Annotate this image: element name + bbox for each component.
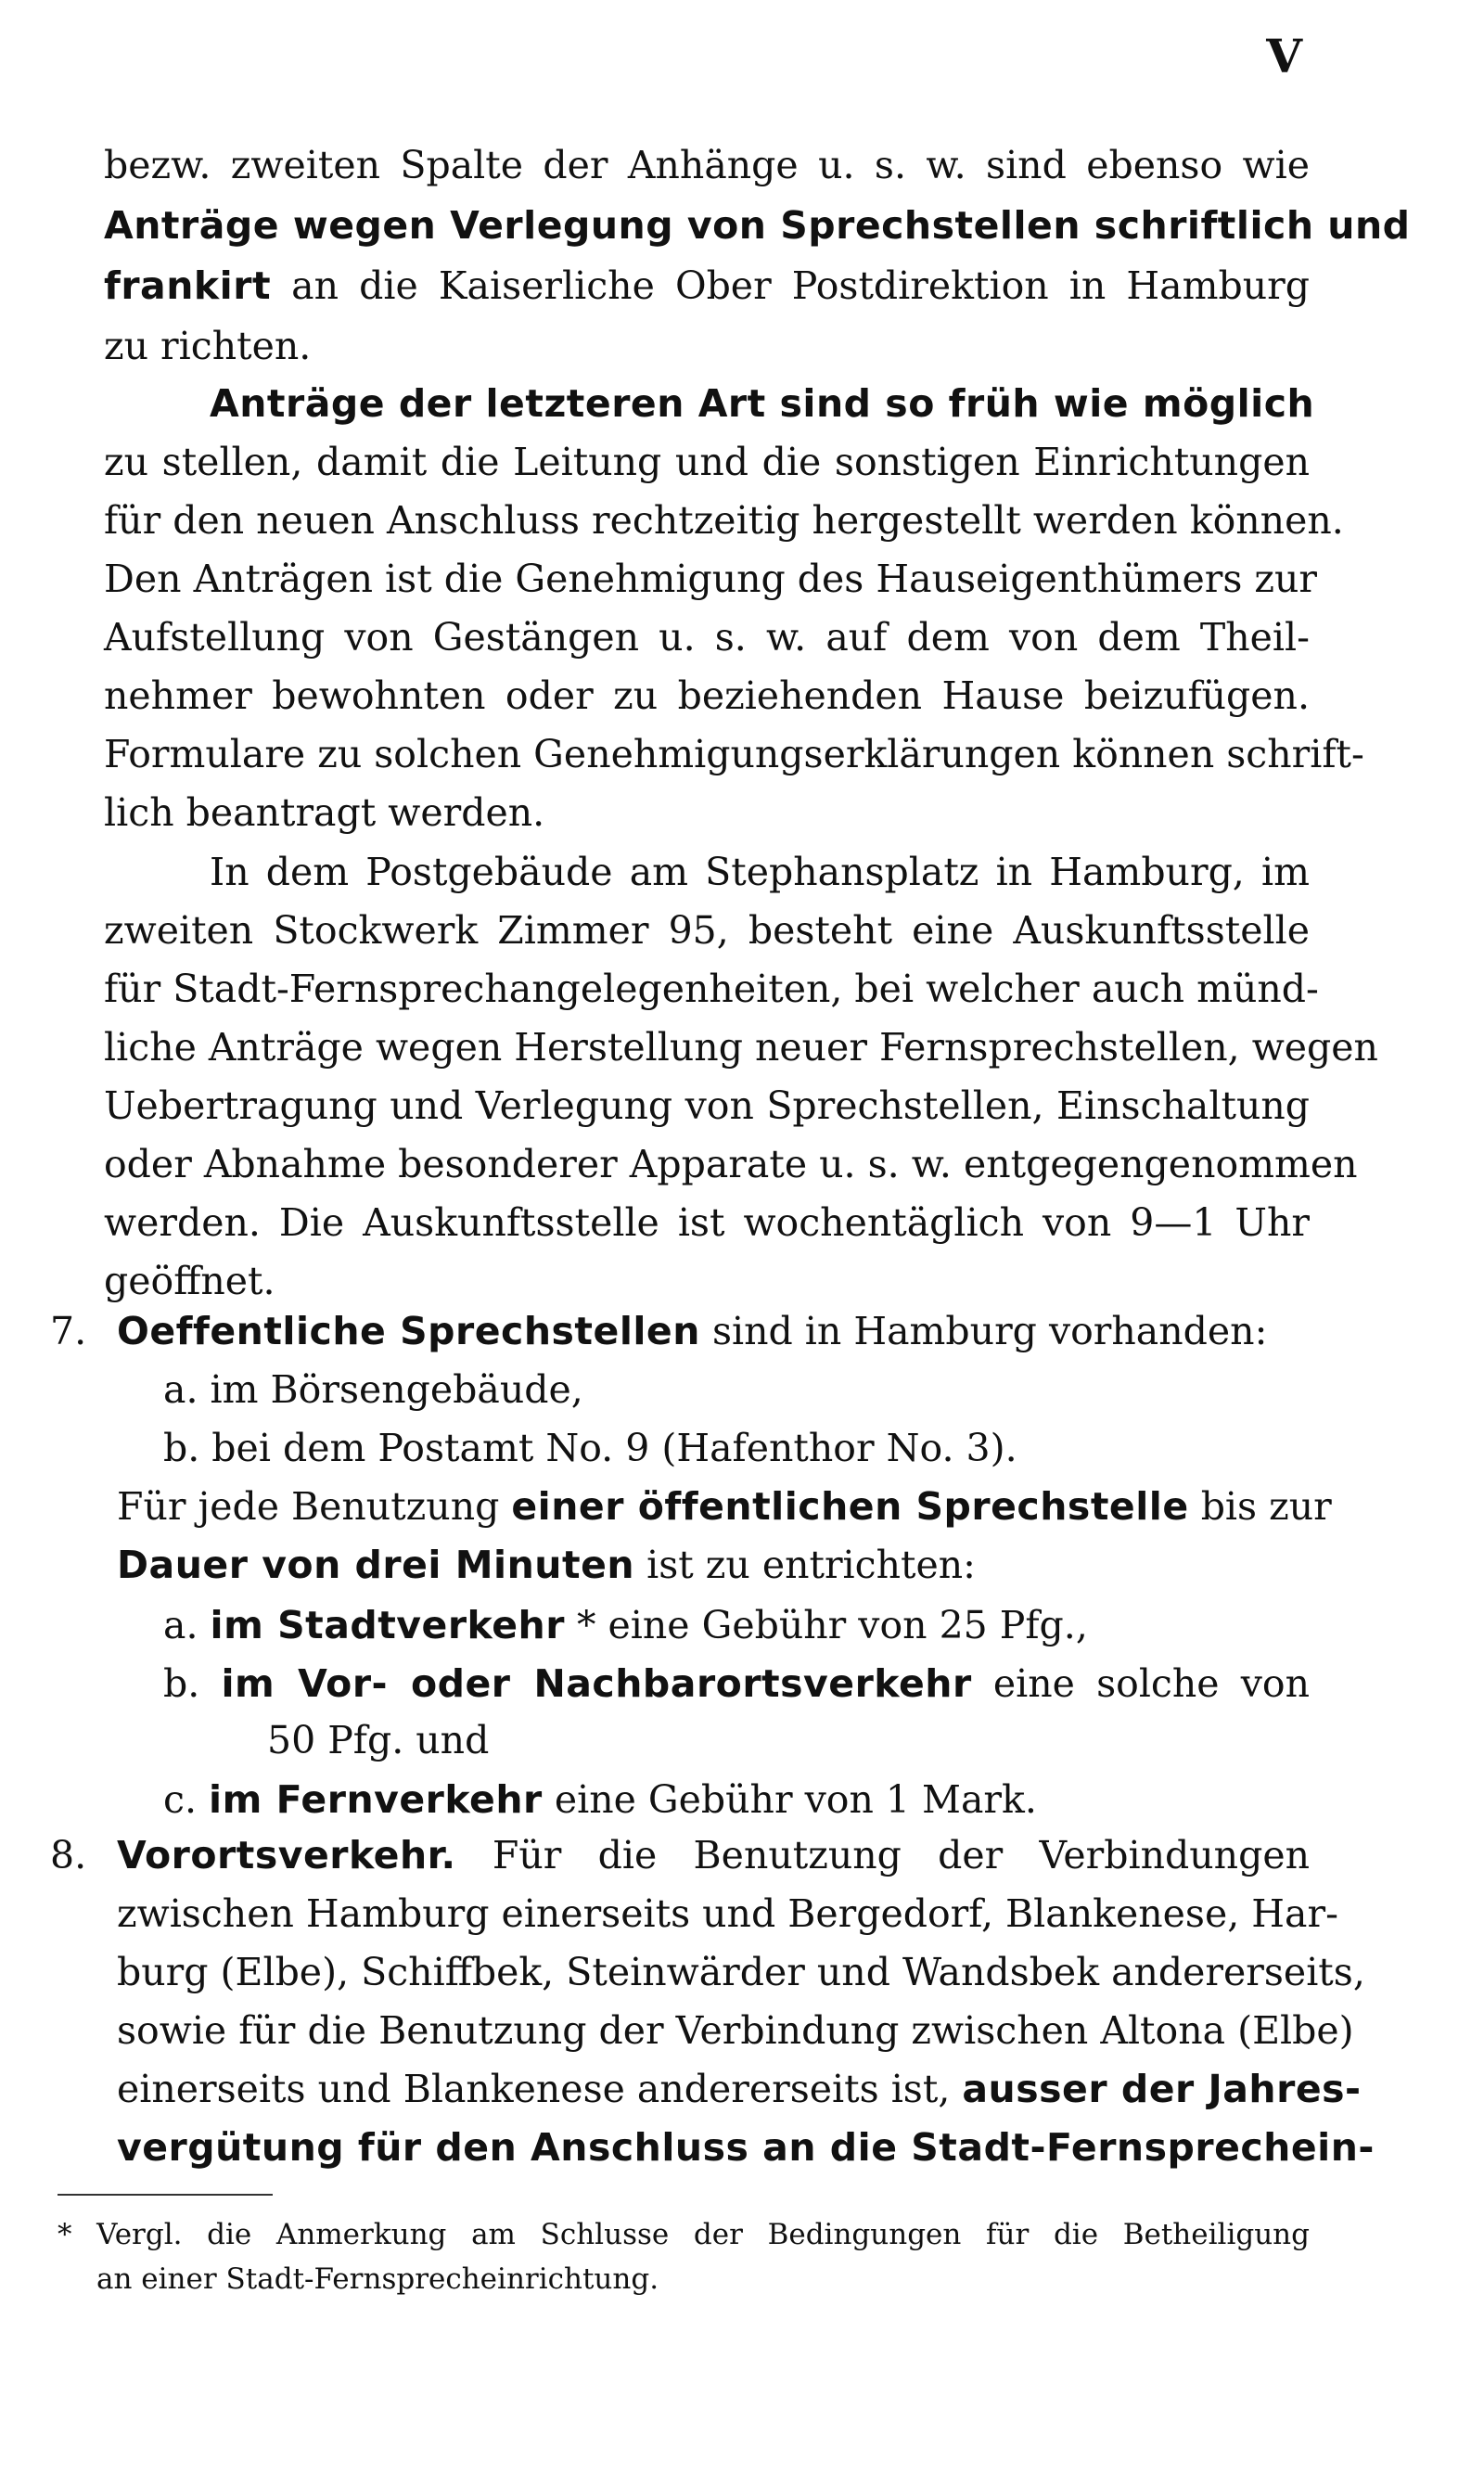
plain-text: eine Gebühr von 1 Mark. <box>542 1777 1037 1822</box>
text-line: Uebertragung und Verlegung von Sprechstellen, Einschaltung <box>104 1083 1310 1128</box>
section-title: Oeffentliche Sprechstellen <box>117 1309 700 1353</box>
text-line: für den neuen Anschluss rechtzeitig hergestellt werden können. <box>104 498 1344 543</box>
bold-text: im Stadtverkehr <box>210 1603 565 1647</box>
item-label: b. <box>163 1661 222 1706</box>
plain-text: bis zur <box>1188 1484 1332 1529</box>
text-line: zu stellen, damit die Leitung und die sonstigen Einrichtungen <box>104 440 1310 484</box>
text-line: Formulare zu solchen Genehmigungserklärungen können schrift- <box>104 732 1364 776</box>
plain-text: einerseits und Blankenese andererseits ist, <box>117 2067 963 2111</box>
section-heading <box>117 1827 1310 1883</box>
plain-text: Für jede Benutzung <box>117 1484 512 1529</box>
page-number: V <box>1266 29 1302 83</box>
section-number: 8. <box>50 1833 87 1877</box>
text-line: liche Anträge wegen Herstellung neuer Fernsprechstellen, wegen <box>104 1025 1378 1070</box>
bold-text: so früh wie möglich <box>885 381 1315 426</box>
text-line: geöffnet. <box>104 1259 275 1303</box>
plain-text: an die Kaiserliche Ober Postdirektion in Hamburg <box>271 263 1310 308</box>
footnote-line: an einer Stadt-Fernsprecheinrichtung. <box>96 2262 659 2296</box>
plain-text: eine solche von <box>971 1661 1311 1706</box>
text-line: lich beantragt werden. <box>104 790 545 835</box>
text-line: für Stadt-Fernsprechangelegenheiten, bei welcher auch münd- <box>104 967 1319 1011</box>
bold-text: Dauer von drei Minuten <box>117 1543 635 1587</box>
plain-text: ist zu entrichten: <box>634 1543 976 1587</box>
text-line: Aufstellung von Gestängen u. s. w. auf dem von dem Theil- <box>104 615 1310 660</box>
text-line <box>210 376 1315 431</box>
bold-text: frankirt <box>104 263 272 308</box>
text-line-bold <box>104 198 1411 253</box>
text-line: nehmer bewohnten oder zu beziehenden Hause beizufügen. <box>104 673 1310 718</box>
text-line: Den Anträgen ist die Genehmigung des Hauseigenthümers zur <box>104 557 1318 601</box>
footnote-line: * Vergl. die Anmerkung am Schlusse der Bedingungen für die Betheiligung <box>58 2218 1310 2251</box>
text-line: burg (Elbe), Schiffbek, Steinwärder und Wandsbek andererseits, <box>117 1950 1365 1994</box>
section-heading <box>117 1303 1310 1359</box>
bold-text: ausser der Jahres- <box>962 2067 1362 2111</box>
text-line: bezw. zweiten Spalte der Anhänge u. s. w. sind ebenso wie <box>104 143 1310 187</box>
list-item <box>163 1772 1310 1827</box>
text-line: werden. Die Auskunftsstelle ist wochentäglich von 9—1 Uhr <box>104 1200 1310 1245</box>
list-item <box>163 1597 1310 1653</box>
text-line: In dem Postgebäude am Stephansplatz in Hamburg, im <box>210 850 1310 894</box>
list-item <box>163 1656 1310 1711</box>
text-line: zweiten Stockwerk Zimmer 95, besteht eine Auskunftsstelle <box>104 908 1310 953</box>
list-item: a. im Börsengebäude, <box>163 1367 583 1412</box>
text-line: oder Abnahme besonderer Apparate u. s. w. entgegengenommen <box>104 1142 1358 1186</box>
plain-text: sind in Hamburg vorhanden: <box>699 1309 1268 1353</box>
plain-text: * eine Gebühr von 25 Pfg., <box>564 1603 1088 1647</box>
bold-text: einer öffentlichen Sprechstelle <box>511 1484 1189 1529</box>
item-label: a. <box>163 1603 211 1647</box>
section-number: 7. <box>50 1309 87 1353</box>
text-line <box>104 258 1310 314</box>
plain-text: Für die Benutzung der Verbindungen <box>455 1833 1310 1877</box>
item-label: c. <box>163 1777 210 1822</box>
list-item-continuation: 50 Pfg. und <box>267 1718 490 1762</box>
bold-text: Anträge wegen Verlegung von Sprechstellen schriftlich und <box>104 203 1411 248</box>
list-item: b. bei dem Postamt No. 9 (Hafenthor No. 3). <box>163 1426 1017 1470</box>
text-line <box>117 2061 1362 2117</box>
footnote-divider <box>58 2194 273 2196</box>
text-line <box>117 1537 1310 1593</box>
bold-text: im Fernverkehr <box>209 1777 543 1822</box>
section-title: Vorortsverkehr. <box>117 1833 456 1877</box>
bold-text: Anträge der letzteren Art sind <box>210 381 886 426</box>
text-line: sowie für die Benutzung der Verbindung zwischen Altona (Elbe) <box>117 2008 1354 2053</box>
bold-text: vergütung für den Anschluss an die Stadt-Fernsprechein- <box>117 2125 1375 2170</box>
text-line: zwischen Hamburg einerseits und Bergedorf, Blankenese, Har- <box>117 1891 1338 1936</box>
text-line-bold <box>117 2120 1375 2175</box>
bold-text: im Vor- oder Nachbarortsverkehr <box>221 1661 972 1706</box>
text-line: zu richten. <box>104 324 312 368</box>
text-line <box>117 1479 1332 1534</box>
